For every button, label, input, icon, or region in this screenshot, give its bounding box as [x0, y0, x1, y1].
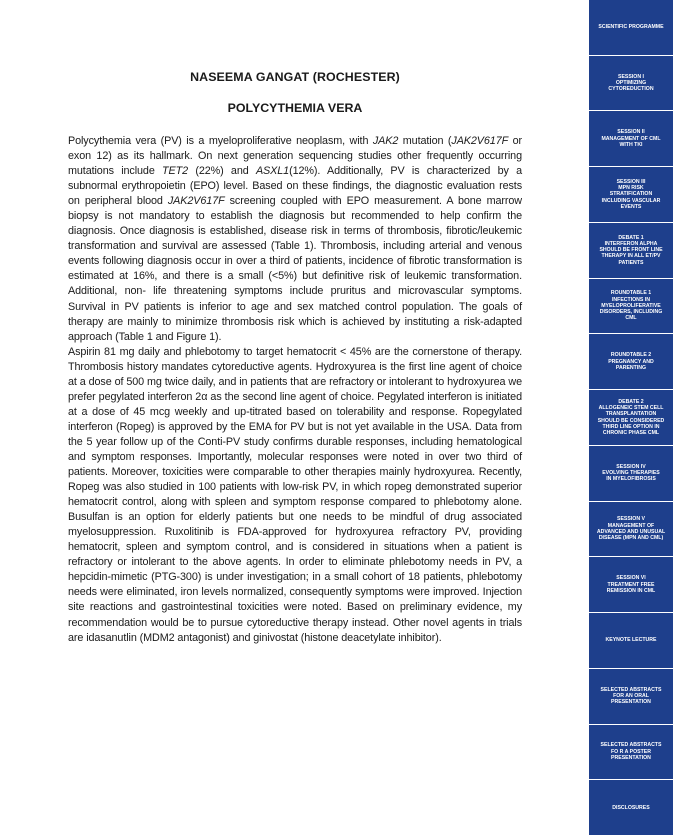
- sidebar-item-label: SELECTED ABSTRACTS FO R A POSTER PRESENTATION: [600, 742, 662, 762]
- sidebar-item-scientific-programme[interactable]: [589, 0, 673, 56]
- sidebar-item-label: ROUNDTABLE 2 PREGNANCY AND PARENTING: [608, 352, 654, 371]
- sidebar-item-label: SESSION V MANAGEMENT OF ADVANCED AND UNUSUAL DISEASE (MPN AND CML): [596, 516, 666, 542]
- sidebar-item-label: KEYNOTE LECTURE: [605, 637, 657, 644]
- sidebar-item-session-3[interactable]: [589, 167, 673, 223]
- sidebar-item-session-6[interactable]: [589, 557, 673, 613]
- document-title: POLYCYTHEMIA VERA: [227, 101, 363, 115]
- body-paragraph: [68, 134, 522, 345]
- sidebar-item-label: ROUNDTABLE 1 INFECTIONS IN MYELOPROLIFERATIVE DISORDERS, INCLUDING CML: [599, 290, 663, 322]
- sidebar-item-label: SESSION II MANAGEMENT OF CML WITH TKI: [601, 129, 661, 148]
- sidebar-item-label: DISCLOSURES: [612, 804, 650, 811]
- sidebar-item-label: SESSION III MPN RISK STRATIFICATION INCLUDING VASCULAR EVENTS: [601, 178, 661, 211]
- paragraph-text: (22%) and: [188, 165, 256, 178]
- sidebar-navigation: [589, 0, 673, 836]
- sidebar-item-oral-abstracts[interactable]: [589, 669, 673, 725]
- paragraph-text: or exon 12) as its hallmark. On next generation sequencing studies other frequently occurring mutations include: [68, 135, 523, 178]
- sidebar-item-poster-abstracts[interactable]: [589, 725, 673, 781]
- sidebar-item-keynote-lecture[interactable]: [589, 613, 673, 669]
- sidebar-item-roundtable-1[interactable]: [589, 279, 673, 335]
- sidebar-item-debate-1[interactable]: [589, 223, 673, 279]
- paragraph-text: screening coupled with EPO measurement. A bone marrow biopsy is not mandatory to establish the diagnosis but recommended to help confirm the diagnosis. Once diagnosis is established, disease risk in terms of thrombosis, fibrotic/leukemic transformation and survival are assessed (Table 1). Thrombosis, including arterial and venous events following diagnosis occur in over a third of patients, incidence of fibrotic transformation is estimated at 16%, and there is a small (<5%) but definitive risk of leukemic transformation. Additional, non- life threatening symptoms include pruritus and microvascular symptoms. Survival in PV patients is inferior to age and sex matched control population. The goals of therapy are mainly to minimize thrombosis risk which is achieved by instituting a risk-adapted approach (Table 1 and Figure 1).: [68, 195, 522, 343]
- sidebar-item-label: SESSION VI TREATMENT FREE REMISSION IN CML: [606, 575, 656, 594]
- sidebar-item-roundtable-2[interactable]: [589, 334, 673, 390]
- sidebar-item-session-4[interactable]: [589, 446, 673, 502]
- document-content: [68, 70, 522, 646]
- paragraph-text: Aspirin 81 mg daily and phlebotomy to target hematocrit < 45% are the cornerstone of therapy. Thrombosis history mandates cytoreductive agents. Hydroxyurea is the first line agent of choice at a dose of 500 mg twice daily, and in patients that are refractory or intolerant to hydroxyurea we prefer pegylated interferon 2α as the second line agent of choice. Pegylated interferon is initiated at a dose of 45 mcg weekly and up-titrated based on tolerability and response. Ropegylated interferon (Ropeg) is approved by the EMA for PV but is not yet available in the USA. Data from the 5 year follow up of the Conti-PV study confirms durable responses, including hematological and symptom responses. Importantly, molecular responses were noted in over two third of patients. Moreover, toxicities were comparable to other therapies mainly hydroxyurea. Recently, Ropeg was also studied in 100 patients with low-risk PV, in which ropeg demonstrated superior hematocrit control, along with spleen and symptom response compared to phlebotomy alone. Busulfan is an option for elderly patients but one needs to be mindful of drug associated myelosuppression. Ruxolitinib is FDA-approved for hydroxyurea refractory PV, providing hematocrit, spleen and symptom control, and is considered in situations when a patient is refractory or intolerant to the above agents. In order to eliminate phlebotomy needs in PV, a hepcidin-mimetic (PTG-300) is under investigation; in a small cohort of 18 patients, phlebotomy needs were eliminated, iron levels normalized, consequently symptoms were improved. Injection site reactions and gastrointestinal toxicities were noted. Based on preliminary evidence, my recommendation would be to pursue cytoreductive therapy instead. Other novel agents in trials are idasanutlin (MDM2 antagonist) and ginivostat (histone deacetylate inhibitor).: [68, 345, 522, 644]
- sidebar-item-session-5[interactable]: [589, 502, 673, 558]
- sidebar-item-debate-2[interactable]: [589, 390, 673, 446]
- gene-name: JAK2V617F: [451, 135, 509, 147]
- sidebar-item-label: DEBATE 2 ALLOGENEIC STEM CELL TRANSPLANTATION SHOULD BE CONSIDERED THIRD LINE OPTION IN CHRONIC PHASE CML: [597, 398, 665, 437]
- document-body: [68, 134, 522, 646]
- author-heading: NASEEMA GANGAT (ROCHESTER): [190, 70, 400, 84]
- gene-name: JAK2: [372, 135, 399, 147]
- sidebar-item-label: SESSION I OPTIMIZING CYTOREDUCTION: [608, 73, 654, 93]
- sidebar-item-label: SCIENTIFIC PROGRAMME: [598, 24, 664, 31]
- sidebar-item-session-2[interactable]: [589, 111, 673, 167]
- sidebar-item-label: SELECTED ABSTRACTS FOR AN ORAL PRESENTATION: [600, 686, 662, 706]
- gene-name: JAK2V617F: [167, 195, 225, 208]
- body-paragraph: [68, 345, 522, 646]
- sidebar-item-disclosures[interactable]: [589, 780, 673, 836]
- paragraph-text: (12%). Additionally, PV is characterized by a subnormal erythropoietin (EPO) level. Based on these findings, the diagnostic evaluation rests on peripheral blood: [68, 165, 523, 208]
- sidebar-item-label: SESSION IV EVOLVING THERAPIES IN MYELOFIBROSIS: [602, 463, 660, 483]
- sidebar-item-session-1[interactable]: [589, 56, 673, 112]
- gene-name: ASXL1: [255, 165, 290, 178]
- paragraph-text: mutation (: [398, 135, 452, 147]
- sidebar-item-label: DEBATE 1 INTERFERON ALPHA SHOULD BE FRONT LINE THERAPY IN ALL ET/PV PATIENTS: [599, 234, 663, 266]
- gene-name: TET2: [162, 165, 189, 178]
- paragraph-text: Polycythemia vera (PV) is a myeloproliferative neoplasm, with: [68, 135, 373, 147]
